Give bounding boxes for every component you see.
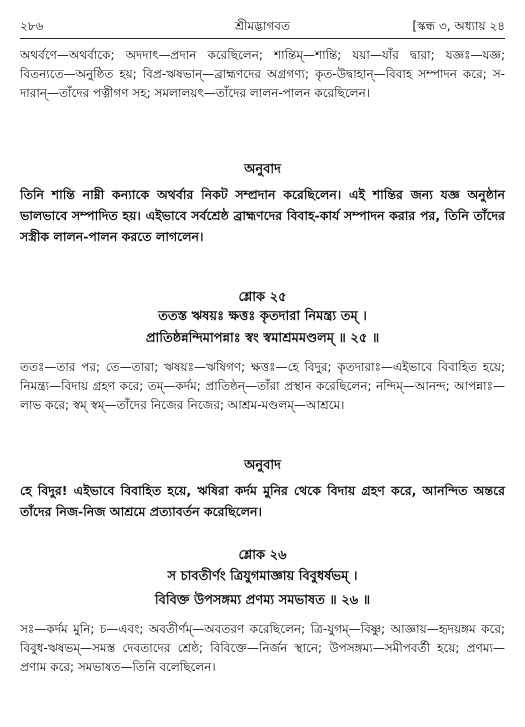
verse-26-line-2: বিবিক্ত উপসঙ্গম্য প্রণম্য সমভাষত ॥ ২৬ ॥	[154, 593, 371, 608]
synonyms-block-3: সঃ—কর্দম মুনি; চ—এবং; অবতীর্ণম্—অবতরণ করেছিলেন; ত্রি-যুগম্—বিষ্ণু; আজ্ঞায়—হৃদয়ঙ্গম করে; বিবুধ-ঋষভম্—সমস্ত দেবতাদের শ্রেষ্ঠ; বিবিক্তে—নির্জন স্থানে; উপসঙ্গম্য—সমীপবর্তী হয়ে; প্রণম্য—প্রণাম করে; সমভাষত—তিনি বলেছিলেন।	[20, 622, 505, 674]
header-rule	[20, 38, 505, 39]
verse-25-heading: শ্লোক ২৫	[238, 290, 287, 305]
page-number: ২৮৬	[20, 19, 44, 33]
translation-1: তিনি শান্তি নাম্নী কন্যাকে অথর্বার নিকট সম্প্রদান করেছিলেন। এই শান্তির জন্য যজ্ঞ অনুষ্ঠান ভালভাবে সম্পাদিত হয়। এইভাবে সর্বশ্রেষ্ঠ ব্রাহ্মণদের বিবাহ-কার্য সম্পাদন করার পর, তিনি তাঁদের সস্ত্রীক লালন-পালন করতে লাগলেন।	[20, 187, 505, 244]
running-header	[20, 18, 505, 38]
chapter-reference: [স্কন্ধ ৩, অধ্যায় ২৪	[412, 19, 505, 33]
translation-heading-2: অনুবাদ	[244, 458, 281, 473]
verse-26-heading: শ্লোক ২৬	[238, 548, 287, 563]
translation-heading-1: অনুবাদ	[244, 162, 281, 177]
synonyms-block-2: ততঃ—তার পর; তে—তারা; ঋষয়ঃ—ঋষিগণ; ক্ষত্তঃ—হে বিদুর; কৃতদারাঃ—এইভাবে বিবাহিত হয়ে; নিমন্ত্র্য—বিদায় গ্রহণ করে; তম্—কর্দম; প্রাতিষ্ঠন্—তাঁরা প্রস্থান করেছিলেন; নন্দিম্—আনন্দ; আপন্নাঃ—লাভ করে; স্বম্ স্বম্—তাঁদের নিজের নিজের; আশ্রম-মণ্ডলম্—আশ্রমে।	[20, 360, 505, 412]
verse-26-line-1: স চাবতীর্ণং ত্রিযুগমাজ্ঞায় বিবুধর্ষভম্ ।	[167, 569, 358, 584]
verse-25-line-1: ততস্ত ঋষয়ঃ ক্ষত্তঃ কৃতদারা নিমন্ত্র্য তম্ ।	[158, 309, 367, 324]
translation-2: হে বিদুর! এইভাবে বিবাহিত হয়ে, ঋষিরা কর্দম মুনির থেকে বিদায় গ্রহণ করে, আনন্দিত অন্তরে তাঁদের নিজ-নিজ আশ্রমে প্রত্যাবর্তন করেছিলেন।	[20, 483, 505, 519]
synonyms-block-1: অথর্বণে—অথর্বাকে; অদদাৎ—প্রদান করেছিলেন; শান্তিম্—শান্তি; যয়া—যাঁর দ্বারা; যজ্ঞঃ—যজ্ঞ; বিতন্যতে—অনুষ্ঠিত হয়; বিপ্র-ঋষভান্—ব্রাহ্মণদের অগ্রগণ্য; কৃত-উদ্বাহান্—বিবাহ সম্পাদন করে; স-দারান্—তাঁদের পত্নীগণ সহ; সমলালয়ৎ—তাঁদের লালন-পালন করেছিলেন।	[20, 48, 505, 100]
book-title: শ্রীমদ্ভাগবত	[234, 19, 290, 33]
verse-25-line-2: প্রাতিষ্ঠন্নন্দিমাপন্নাঃ স্বং স্বমাশ্রমমণ্ডলম্ ॥ ২৫ ॥	[145, 331, 380, 346]
